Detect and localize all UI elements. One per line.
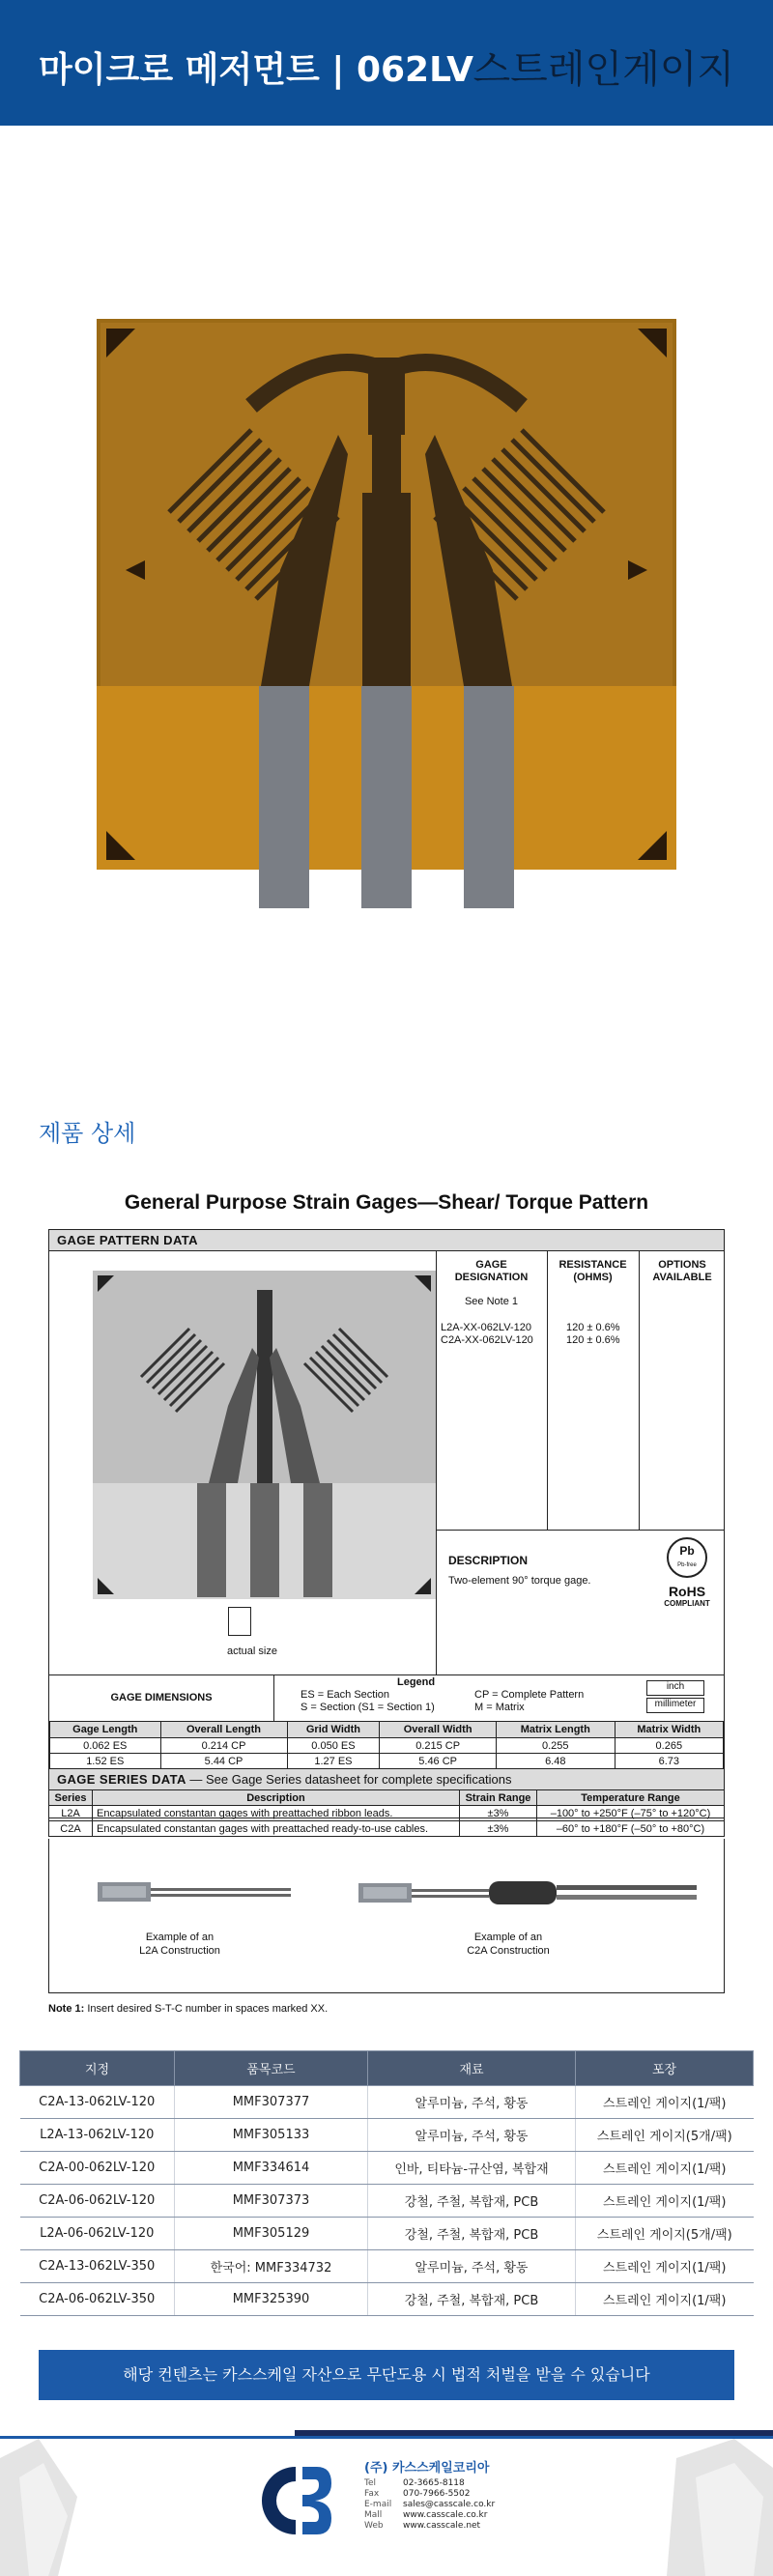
series-cell: –60° to +180°F (–50° to +80°C) [537, 1821, 725, 1837]
l2a-caption-1: Example of an [145, 1932, 215, 1943]
description-text: Two-element 90° torque gage. [448, 1575, 591, 1587]
l2a-caption [117, 1931, 243, 1958]
product-cell: 알루미늄, 주석, 황동 [368, 2119, 576, 2152]
product-row [20, 2250, 754, 2283]
dim-header: Grid Width [287, 1722, 380, 1738]
product-row [20, 2218, 754, 2250]
product-header: 포장 [576, 2051, 754, 2086]
product-header: 지정 [20, 2051, 175, 2086]
dim-header: Overall Length [160, 1722, 287, 1738]
c2a-caption-1: Example of an [473, 1932, 543, 1943]
product-row [20, 2283, 754, 2316]
dim-mm: 6.73 [615, 1754, 723, 1769]
series-bar [48, 1768, 725, 1790]
product-table [19, 2050, 754, 2316]
c2a-caption-2: C2A Construction [467, 1945, 550, 1957]
product-cell: 스트레인 게이지(1/팩) [576, 2086, 754, 2119]
note-1-label: Note 1: [48, 2003, 85, 2015]
gage-pattern-label: GAGE PATTERN DATA [49, 1230, 724, 1251]
rohs-sub: COMPLIANT [664, 1599, 710, 1608]
gage-dimensions-label: GAGE DIMENSIONS [110, 1692, 213, 1703]
series-note: — See Gage Series datasheet for complete specifications [186, 1772, 512, 1787]
col-resistance: RESISTANCE (OHMS) [558, 1259, 627, 1283]
rohs-pb: Pb [679, 1544, 695, 1558]
divider [639, 1251, 640, 1530]
series-header: Strain Range [460, 1790, 537, 1806]
info-mall [364, 2510, 495, 2521]
legend-title: Legend [397, 1676, 436, 1688]
info-value: www.casscale.co.kr [403, 2510, 488, 2520]
category-label: 스트레인게이지 [472, 47, 734, 92]
dim-mm: 1.27 ES [287, 1754, 380, 1769]
designation-2: C2A-XX-062LV-120 [441, 1334, 533, 1346]
product-header: 재료 [368, 2051, 576, 2086]
dim-header: Gage Length [50, 1722, 161, 1738]
dim-inch: 0.050 ES [287, 1738, 380, 1754]
page-title: 마이크로 메저먼트 | 062LV [39, 50, 473, 90]
info-key: Web [364, 2521, 384, 2531]
divider [49, 1674, 724, 1675]
info-key: Fax [364, 2489, 380, 2499]
c2a-caption [445, 1931, 571, 1958]
pb-free-icon [667, 1537, 707, 1578]
product-cell: MMF305133 [175, 2119, 368, 2152]
info-key: Mall [364, 2510, 383, 2520]
series-cell: –100° to +250°F (–75° to +120°C) [537, 1806, 725, 1821]
company-name: (주) 카스스케일코리아 [364, 2461, 490, 2476]
legend-cp: CP = Complete Pattern [474, 1689, 585, 1701]
product-cell: 알루미늄, 주석, 황동 [368, 2250, 576, 2283]
product-cell: C2A-13-062LV-120 [20, 2086, 175, 2119]
series-header: Series [49, 1790, 93, 1806]
series-cell: ±3% [460, 1806, 537, 1821]
product-row [20, 2152, 754, 2185]
series-table [48, 1789, 725, 1837]
info-email [364, 2500, 495, 2510]
col-options: OPTIONS AVAILABLE [652, 1259, 712, 1283]
product-cell: MMF307373 [175, 2185, 368, 2218]
series-cell: L2A [49, 1806, 93, 1821]
note-ref: See Note 1 [464, 1296, 519, 1307]
rohs-badge [658, 1537, 716, 1624]
series-header: Description [93, 1790, 460, 1806]
company-info [364, 2478, 495, 2532]
product-cell: 강철, 주철, 복합재, PCB [368, 2185, 576, 2218]
product-cell: 스트레인 게이지(1/팩) [576, 2152, 754, 2185]
dim-inch: 0.255 [496, 1738, 615, 1754]
dim-mm: 5.46 CP [380, 1754, 497, 1769]
product-cell: 스트레인 게이지(1/팩) [576, 2283, 754, 2316]
unit-inch: inch [646, 1680, 704, 1696]
dim-header: Overall Width [380, 1722, 497, 1738]
unit-mm: millimeter [646, 1698, 704, 1713]
dim-header: Matrix Length [496, 1722, 615, 1738]
dimensions-table [49, 1721, 724, 1769]
series-label: GAGE SERIES DATA [57, 1772, 186, 1787]
product-cell: 인바, 티타늄-규산염, 복합재 [368, 2152, 576, 2185]
info-fax [364, 2489, 495, 2500]
dim-inch: 0.215 CP [380, 1738, 497, 1754]
product-row [20, 2185, 754, 2218]
info-key: E-mail [364, 2500, 392, 2509]
legend-es: ES = Each Section [301, 1689, 390, 1701]
product-header: 품목코드 [175, 2051, 368, 2086]
col-designation: GAGE DESIGNATION [454, 1259, 529, 1283]
designation-1: L2A-XX-062LV-120 [441, 1322, 531, 1333]
product-cell: 한국어: MMF334732 [175, 2250, 368, 2283]
product-cell: 강철, 주철, 복합재, PCB [368, 2218, 576, 2250]
info-value: sales@casscale.co.kr [403, 2500, 496, 2509]
rohs-pb-free: Pb-free [677, 1562, 697, 1568]
product-cell: 스트레인 게이지(1/팩) [576, 2185, 754, 2218]
datasheet [43, 1174, 730, 2024]
dim-inch: 0.214 CP [160, 1738, 287, 1754]
rohs-label: RoHS [668, 1584, 706, 1599]
product-cell: 강철, 주철, 복합재, PCB [368, 2283, 576, 2316]
divider [273, 1674, 274, 1721]
product-row [20, 2086, 754, 2119]
product-cell: MMF334614 [175, 2152, 368, 2185]
dim-mm: 6.48 [496, 1754, 615, 1769]
copyright-notice: 해당 컨텐츠는 카스스케일 자산으로 무단도용 시 법적 처벌을 받을 수 있습니다 [39, 2350, 734, 2400]
l2a-caption-2: L2A Construction [139, 1945, 220, 1957]
c2a-example-image [358, 1875, 697, 1908]
product-cell: MMF307377 [175, 2086, 368, 2119]
info-value: www.casscale.net [403, 2521, 481, 2531]
product-cell: 스트레인 게이지(5개/팩) [576, 2119, 754, 2152]
product-cell: C2A-00-062LV-120 [20, 2152, 175, 2185]
series-cell: Encapsulated constantan gages with preattached ribbon leads. [93, 1806, 460, 1821]
dim-mm: 1.52 ES [50, 1754, 161, 1769]
divider [436, 1530, 724, 1531]
l2a-example-image [98, 1877, 291, 1906]
company-logo [259, 2462, 336, 2539]
legend-m: M = Matrix [474, 1702, 525, 1713]
product-cell: 스트레인 게이지(1/팩) [576, 2250, 754, 2283]
info-value: 02-3665-8118 [403, 2478, 465, 2488]
product-cell: 알루미늄, 주석, 황동 [368, 2086, 576, 2119]
gage-pattern-panel [48, 1229, 725, 1818]
header-bar [0, 0, 773, 126]
series-cell: ±3% [460, 1821, 537, 1837]
info-tel [364, 2478, 495, 2489]
product-cell: MMF305129 [175, 2218, 368, 2250]
section-title: 제품 상세 [39, 1120, 136, 1147]
legend-s: S = Section (S1 = Section 1) [301, 1702, 435, 1713]
product-cell: C2A-06-062LV-120 [20, 2185, 175, 2218]
gage-pattern-image [93, 1271, 436, 1599]
divider [436, 1251, 437, 1674]
datasheet-title: General Purpose Strain Gages—Shear/ Torque Pattern [124, 1191, 649, 1214]
resistance-2: 120 ± 0.6% [566, 1334, 620, 1346]
resistance-1: 120 ± 0.6% [566, 1322, 620, 1333]
product-cell: C2A-13-062LV-350 [20, 2250, 175, 2283]
info-web [364, 2521, 495, 2532]
product-cell: 스트레인 게이지(5개/팩) [576, 2218, 754, 2250]
product-cell: L2A-13-062LV-120 [20, 2119, 175, 2152]
strain-gage-photo [97, 319, 676, 908]
divider [547, 1251, 548, 1530]
note-1-text: Insert desired S-T-C number in spaces marked XX. [84, 2003, 329, 2015]
actual-size-icon [228, 1607, 251, 1636]
dim-inch: 0.265 [615, 1738, 723, 1754]
note-1 [48, 2003, 328, 2015]
series-cell: C2A [49, 1821, 93, 1837]
series-examples [48, 1839, 725, 1993]
dim-mm: 5.44 CP [160, 1754, 287, 1769]
info-value: 070-7966-5502 [403, 2489, 471, 2499]
description-label: DESCRIPTION [448, 1554, 529, 1567]
dim-inch: 0.062 ES [50, 1738, 161, 1754]
product-cell: MMF325390 [175, 2283, 368, 2316]
product-row [20, 2119, 754, 2152]
series-cell: Encapsulated constantan gages with preattached ready-to-use cables. [93, 1821, 460, 1837]
product-cell: L2A-06-062LV-120 [20, 2218, 175, 2250]
dim-header: Matrix Width [615, 1722, 723, 1738]
product-cell: C2A-06-062LV-350 [20, 2283, 175, 2316]
info-key: Tel [364, 2478, 377, 2488]
actual-size-label: actual size [227, 1646, 277, 1657]
series-header: Temperature Range [537, 1790, 725, 1806]
